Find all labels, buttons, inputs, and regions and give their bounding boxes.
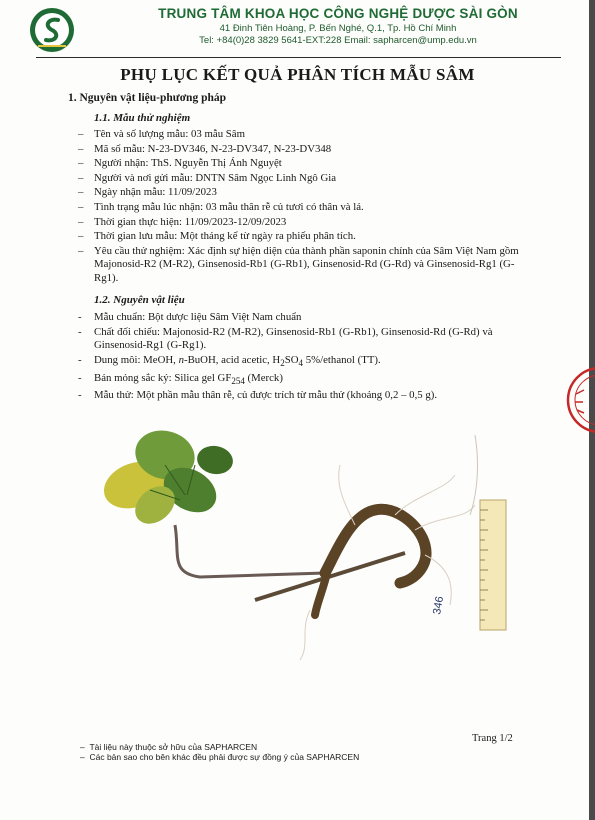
standard-sample: Mẫu chuẩn: Bột dược liệu Sâm Việt Nam chuẩn bbox=[94, 311, 302, 323]
materials-list bbox=[78, 311, 526, 404]
retention-period: Thời gian lưu mẫu: Một tháng kể từ ngày ra phiếu phân tích. bbox=[94, 230, 356, 243]
list-item bbox=[78, 354, 526, 371]
reference-substances: Chất đối chiếu: Majonosid-R2 (M-R2), Ginsenosid-Rb1 (G-Rb1), Ginsenosid-Rd (G-Rd) và Ginsenosid-Rg1 (G-Rg1). bbox=[94, 325, 493, 352]
page-number: Trang 1/2 bbox=[472, 733, 513, 744]
sample-photo-label: 346 bbox=[431, 595, 447, 616]
org-contact: Tel: +84(0)28 3829 5641-EXT:228 Email: sapharcen@ump.edu.vn bbox=[199, 35, 477, 46]
footer-copy-notice: Các bản sao cho bên khác đều phải được sự đồng ý của SAPHARCEN bbox=[89, 752, 360, 762]
list-item bbox=[78, 389, 526, 403]
subsection-heading-1-2: 1.2. Nguyên vật liệu bbox=[94, 294, 185, 306]
plate-text: Bản mỏng sắc ký: Silica gel GF bbox=[94, 371, 232, 384]
solvent-text: 5%/ethanol (TT). bbox=[303, 353, 381, 366]
subscript: 254 bbox=[231, 375, 245, 386]
solvent-italic-n: n bbox=[178, 353, 184, 366]
list-item bbox=[78, 216, 526, 230]
footer-note-1 bbox=[80, 742, 257, 752]
sample-condition: Tình trạng mẫu lúc nhận: 03 mẫu thân rễ củ tươi có thân và lá. bbox=[94, 200, 364, 213]
list-item bbox=[78, 372, 526, 389]
list-item bbox=[78, 230, 526, 244]
sample-info-list bbox=[78, 128, 526, 287]
list-item bbox=[78, 201, 526, 215]
bullet-marker: - bbox=[78, 311, 82, 323]
subscript: 2 bbox=[280, 357, 285, 368]
list-item bbox=[78, 326, 526, 353]
receiver: Người nhận: ThS. Nguyễn Thị Ánh Nguyệt bbox=[94, 157, 282, 170]
list-item bbox=[78, 172, 526, 186]
sample-name: Tên và số lượng mẫu: 03 mẫu Sâm bbox=[94, 128, 245, 140]
document-title: PHỤ LỤC KẾT QUẢ PHÂN TÍCH MẪU SÂM bbox=[120, 65, 475, 84]
sender: Người và nơi gửi mẫu: DNTN Sâm Ngọc Linh Ngô Gia bbox=[94, 171, 337, 184]
dash-marker: – bbox=[78, 200, 84, 213]
footer-dash: – bbox=[80, 752, 85, 762]
solvent-text: -BuOH, acid acetic, H bbox=[183, 353, 281, 366]
list-item bbox=[78, 128, 526, 142]
org-address: 41 Đinh Tiên Hoàng, P. Bến Nghé, Q.1, Tp. Hồ Chí Minh bbox=[219, 23, 457, 34]
section-heading-1: 1. Nguyên vật liệu-phương pháp bbox=[68, 92, 227, 104]
list-item bbox=[78, 311, 526, 325]
ginseng-sample-photo bbox=[95, 405, 525, 675]
dash-marker: – bbox=[78, 171, 84, 184]
bullet-marker: - bbox=[78, 389, 82, 402]
solvent-text: SO bbox=[284, 353, 299, 366]
list-item bbox=[78, 157, 526, 171]
header-divider bbox=[36, 57, 561, 58]
footer-ownership: Tài liệu này thuộc sở hữu của SAPHARCEN bbox=[89, 742, 258, 752]
dash-marker: – bbox=[78, 244, 84, 257]
test-request: Yêu cầu thử nghiệm: Xác định sự hiện diện của thành phần saponin chính của Sâm Việt Nam gồm Majonosid-R2 (M-R2), Ginsenosid-Rb1 (G-Rb1), Ginsenosid-Rd (G-Rd) và Ginsenosid-Rg1 (G-Rg1). bbox=[94, 244, 519, 284]
solvent-text: Dung môi: MeOH, bbox=[94, 353, 179, 366]
sapharcen-logo-icon bbox=[28, 6, 76, 54]
dash-marker: – bbox=[78, 128, 84, 140]
test-sample: Mẫu thử: Một phần mẫu thân rễ, củ được trích từ mẫu thử (khoảng 0,2 – 0,5 g). bbox=[94, 389, 438, 402]
dash-marker: – bbox=[78, 215, 84, 228]
red-stamp-icon bbox=[562, 360, 595, 440]
tlc-plate bbox=[94, 372, 283, 384]
list-item bbox=[78, 143, 526, 157]
dash-marker: – bbox=[78, 230, 84, 243]
dash-marker: – bbox=[78, 142, 84, 155]
bullet-marker: - bbox=[78, 371, 82, 384]
footer-dash: – bbox=[80, 742, 85, 752]
sample-code: Mã số mẫu: N-23-DV346, N-23-DV347, N-23-DV348 bbox=[94, 142, 332, 155]
bullet-marker: - bbox=[78, 353, 82, 366]
list-item bbox=[78, 245, 526, 286]
dash-marker: – bbox=[78, 157, 84, 170]
bullet-marker: - bbox=[78, 325, 82, 338]
list-item bbox=[78, 186, 526, 200]
subsection-heading-1-1: 1.1. Mẫu thử nghiệm bbox=[94, 112, 191, 124]
org-name: TRUNG TÂM KHOA HỌC CÔNG NGHỆ DƯỢC SÀI GÒN bbox=[158, 6, 518, 21]
plate-text: (Merck) bbox=[244, 371, 283, 384]
dash-marker: – bbox=[78, 186, 84, 199]
footer-note-2 bbox=[80, 752, 359, 762]
received-date: Ngày nhận mẫu: 11/09/2023 bbox=[94, 186, 217, 199]
letterhead bbox=[118, 6, 558, 46]
execution-period: Thời gian thực hiện: 11/09/2023-12/09/2023 bbox=[94, 215, 287, 228]
solvents bbox=[94, 354, 381, 366]
subscript: 4 bbox=[298, 357, 304, 368]
